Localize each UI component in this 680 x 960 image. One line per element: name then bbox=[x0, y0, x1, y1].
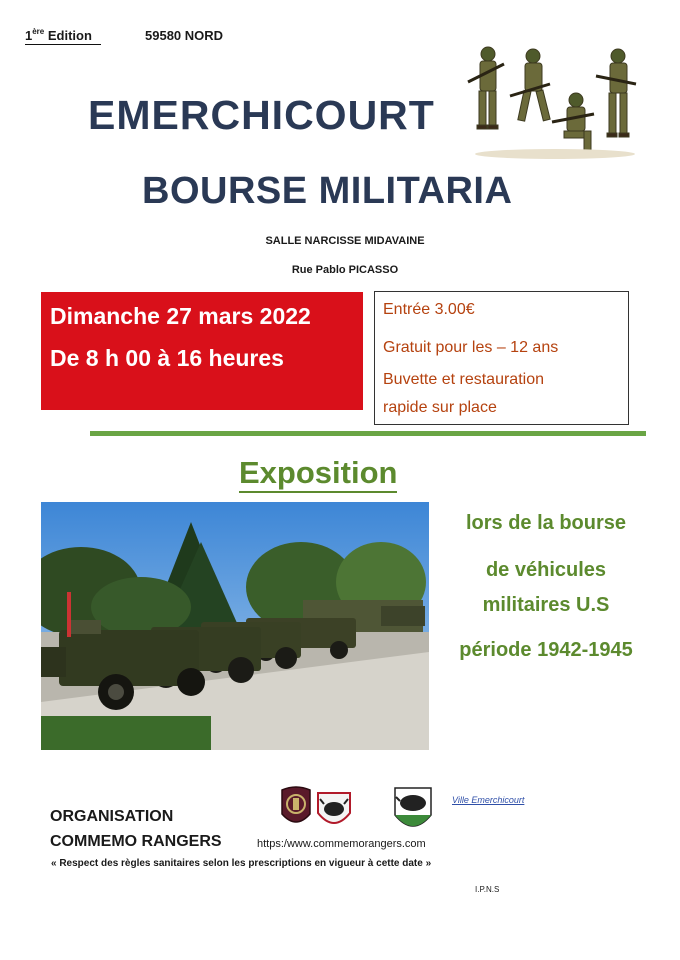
ville-link[interactable]: Ville Emerchicourt bbox=[452, 795, 525, 805]
divider bbox=[90, 431, 646, 436]
boar-shield-logo bbox=[392, 785, 434, 837]
organisation-name: COMMEMO RANGERS bbox=[50, 833, 222, 850]
entry-price: Entrée 3.00€ bbox=[383, 301, 475, 318]
free-entry: Gratuit pour les – 12 ans bbox=[383, 339, 559, 356]
website-link[interactable]: https:/www.commemorangers.com bbox=[257, 838, 426, 850]
military-jeeps-photo bbox=[41, 502, 429, 750]
organisation-label: ORGANISATION bbox=[50, 808, 174, 825]
buvette-line1: Buvette et restauration bbox=[383, 371, 544, 388]
ipns-label: I.P.N.S bbox=[475, 885, 500, 894]
postcode-label: 59580 NORD bbox=[145, 28, 224, 43]
venue-hall: SALLE NARCISSE MIDAVAINE bbox=[265, 235, 425, 247]
sanitary-notice: « Respect des règles sanitaires selon les prescriptions en vigueur à cette date » bbox=[51, 858, 432, 869]
expo-line2: de véhicules bbox=[485, 559, 607, 581]
buvette-line2: rapide sur place bbox=[383, 399, 497, 416]
event-date: Dimanche 27 mars 2022 bbox=[50, 303, 311, 329]
edition-label: 1ère Edition bbox=[25, 27, 101, 45]
exposition-title: Exposition bbox=[239, 455, 397, 493]
soldiers-illustration bbox=[460, 42, 640, 162]
event-hours: De 8 h 00 à 16 heures bbox=[50, 345, 284, 371]
expo-line4: période 1942-1945 bbox=[459, 639, 633, 661]
venue-street: Rue Pablo PICASSO bbox=[291, 264, 399, 276]
town-title: EMERCHICOURT bbox=[88, 92, 435, 138]
division-patch-logo bbox=[278, 786, 314, 830]
expo-line3: militaires U.S bbox=[482, 594, 610, 616]
event-title: BOURSE MILITARIA bbox=[142, 170, 513, 212]
bull-shield-logo bbox=[314, 789, 354, 833]
expo-line1: lors de la bourse bbox=[465, 512, 627, 534]
